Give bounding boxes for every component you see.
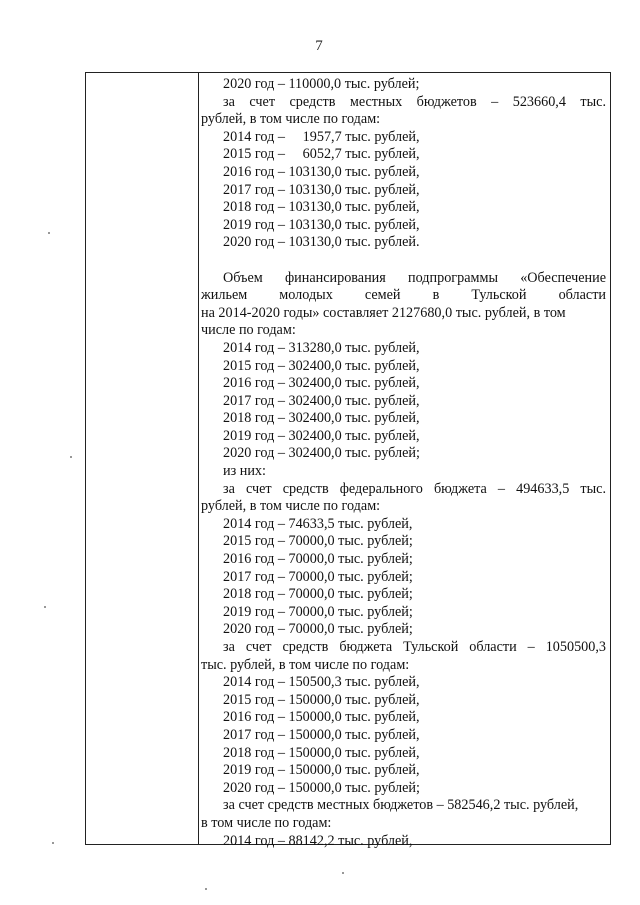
text-line: за счет средств местных бюджетов – 523660,4 тыс. — [223, 93, 606, 110]
text-line: в том числе по годам: — [201, 814, 332, 831]
scan-speck — [205, 888, 207, 890]
text-line: 2016 год – 302400,0 тыс. рублей, — [223, 375, 420, 392]
text-line: 2020 год – 103130,0 тыс. рублей. — [223, 234, 420, 251]
text-line: 2016 год – 70000,0 тыс. рублей; — [223, 551, 413, 568]
text-line: 2018 год – 150000,0 тыс. рублей, — [223, 744, 420, 761]
scan-speck — [48, 232, 50, 234]
text-line: за счет средств местных бюджетов – 582546,2 тыс. рублей, — [223, 797, 579, 814]
text-line: 2019 год – 302400,0 тыс. рублей, — [223, 427, 420, 444]
text-line: 2019 год – 70000,0 тыс. рублей; — [223, 603, 413, 620]
text-line: 2017 год – 103130,0 тыс. рублей, — [223, 181, 420, 198]
scan-speck — [44, 606, 46, 608]
financing-text-cell — [201, 76, 606, 850]
text-line: из них: — [223, 463, 266, 480]
text-line: 2014 год – 313280,0 тыс. рублей, — [223, 339, 420, 356]
scan-speck — [342, 872, 344, 874]
text-line: за счет средств федерального бюджета – 494633,5 тыс. — [223, 480, 606, 497]
text-line: 2017 год – 150000,0 тыс. рублей, — [223, 726, 420, 743]
blank-line — [201, 252, 606, 270]
text-line: жильем молодых семей в Тульской области — [201, 287, 606, 304]
text-line: за счет средств бюджета Тульской области – 1050500,3 — [223, 639, 606, 655]
text-line: 2015 год – 70000,0 тыс. рублей; — [223, 533, 413, 550]
text-line: 2018 год – 302400,0 тыс. рублей, — [223, 410, 420, 427]
text-line: 2015 год – 150000,0 тыс. рублей, — [223, 691, 420, 708]
text-line: на 2014-2020 годы» составляет 2127680,0 тыс. рублей, в том — [201, 304, 566, 321]
text-line: рублей, в том числе по годам: — [201, 111, 381, 128]
text-line: 2020 год – 70000,0 тыс. рублей; — [223, 621, 413, 638]
text-line: 2014 год – 88142,2 тыс. рублей, — [223, 832, 413, 849]
text-line: 2020 год – 110000,0 тыс. рублей; — [223, 76, 420, 92]
text-line: 2014 год – 150500,3 тыс. рублей, — [223, 674, 420, 691]
text-line: 2018 год – 103130,0 тыс. рублей, — [223, 199, 420, 216]
scan-speck — [52, 842, 54, 844]
text-line: 2019 год – 103130,0 тыс. рублей, — [223, 216, 420, 233]
page-number: 7 — [315, 38, 325, 54]
column-divider — [198, 73, 199, 844]
text-line: 2017 год – 70000,0 тыс. рублей; — [223, 568, 413, 585]
text-line: 2020 год – 302400,0 тыс. рублей; — [223, 445, 420, 462]
text-line: 2016 год – 103130,0 тыс. рублей, — [223, 163, 420, 180]
text-line: 2014 год – 1957,7 тыс. рублей, — [223, 128, 420, 145]
text-line: 2016 год – 150000,0 тыс. рублей, — [223, 709, 420, 726]
text-line: 2020 год – 150000,0 тыс. рублей; — [223, 779, 420, 796]
text-line: 2015 год – 302400,0 тыс. рублей, — [223, 357, 420, 374]
text-line: тыс. рублей, в том числе по годам: — [201, 656, 410, 673]
text-line: 2015 год – 6052,7 тыс. рублей, — [223, 146, 420, 163]
scan-speck — [70, 456, 72, 458]
text-line: 2014 год – 74633,5 тыс. рублей, — [223, 515, 413, 532]
text-line: 2018 год – 70000,0 тыс. рублей; — [223, 586, 413, 603]
text-line: числе по годам: — [201, 322, 296, 339]
financing-table — [85, 72, 611, 849]
text-line: рублей, в том числе по годам: — [201, 498, 381, 515]
text-line: Объем финансирования подпрограммы «Обеспечение — [223, 269, 606, 286]
text-line: 2019 год – 150000,0 тыс. рублей, — [223, 762, 420, 779]
text-line: 2017 год – 302400,0 тыс. рублей, — [223, 392, 420, 409]
